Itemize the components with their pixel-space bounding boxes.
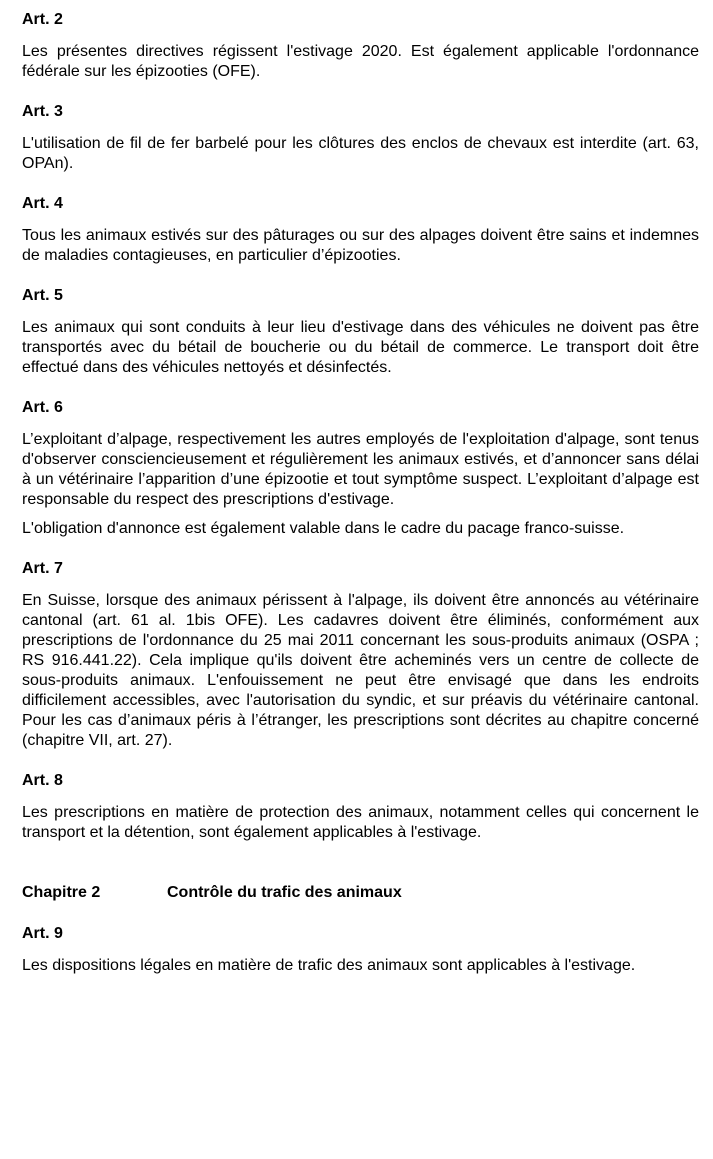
article-heading: Art. 8	[22, 772, 63, 789]
article-paragraph: En Suisse, lorsque des animaux périssent à l'alpage, ils doivent être annoncés au vétérinaire cantonal (art. 61 al. 1bis OFE). Les cadavres doivent être éliminés, conformément aux prescriptions de l'ordonnance du 25 mai 2011 concernant les sous-produits animaux (OSPA ; RS 916.441.22). Cela implique qu'ils doivent être acheminés vers un centre de collecte de sous-produits animaux. L'enfouissement ne peut être envisagé que dans les endroits difficilement accessibles, avec l'autorisation du syndic, et sur préavis du vétérinaire cantonal. Pour les cas d’animaux péris à l’étranger, les prescriptions sont décrites au chapitre concerné (chapitre VII, art. 27).	[22, 592, 699, 749]
article-heading: Art. 7	[22, 560, 63, 577]
article-paragraph: L’exploitant d’alpage, respectivement les autres employés de l'exploitation d'alpage, sont tenus d'observer consciencieusement et régulièrement les animaux estivés, et d’annoncer sans délai à un vétérinaire l’apparition d’une épizootie et tout symptôme suspect. L’exploitant d’alpage est responsable du respect des prescriptions d'estivage.	[22, 431, 699, 508]
article-paragraph: L'utilisation de fil de fer barbelé pour les clôtures des enclos de chevaux est interdite (art. 63, OPAn).	[22, 135, 699, 172]
article-paragraph: Tous les animaux estivés sur des pâturages ou sur des alpages doivent être sains et indemnes de maladies contagieuses, en particulier d’épizooties.	[22, 227, 699, 264]
article-paragraph: Les prescriptions en matière de protection des animaux, notamment celles qui concernent le transport et la détention, sont également applicables à l'estivage.	[22, 804, 699, 841]
article-2	[22, 10, 699, 82]
chapter-number: Chapitre 2	[22, 884, 101, 901]
article-6	[22, 398, 699, 539]
article-heading: Art. 3	[22, 103, 63, 120]
article-7	[22, 559, 699, 751]
chapter-title: Contrôle du trafic des animaux	[167, 884, 402, 901]
article-heading: Art. 2	[22, 11, 63, 28]
chapter-heading	[22, 883, 699, 902]
article-paragraph: Les présentes directives régissent l'estivage 2020. Est également applicable l'ordonnance fédérale sur les épizooties (OFE).	[22, 43, 699, 80]
article-3	[22, 102, 699, 174]
article-heading: Art. 5	[22, 287, 63, 304]
article-4	[22, 194, 699, 266]
article-paragraph: Les dispositions légales en matière de trafic des animaux sont applicables à l'estivage.	[22, 957, 636, 974]
article-9	[22, 924, 699, 976]
article-8	[22, 771, 699, 843]
article-heading: Art. 4	[22, 195, 63, 212]
article-paragraph: L'obligation d'annonce est également valable dans le cadre du pacage franco-suisse.	[22, 520, 625, 537]
article-paragraph: Les animaux qui sont conduits à leur lieu d'estivage dans des véhicules ne doivent pas être transportés avec du bétail de boucherie ou du bétail de commerce. Le transport doit être effectué dans des véhicules nettoyés et désinfectés.	[22, 319, 699, 376]
article-heading: Art. 9	[22, 925, 63, 942]
article-heading: Art. 6	[22, 399, 63, 416]
article-5	[22, 286, 699, 378]
